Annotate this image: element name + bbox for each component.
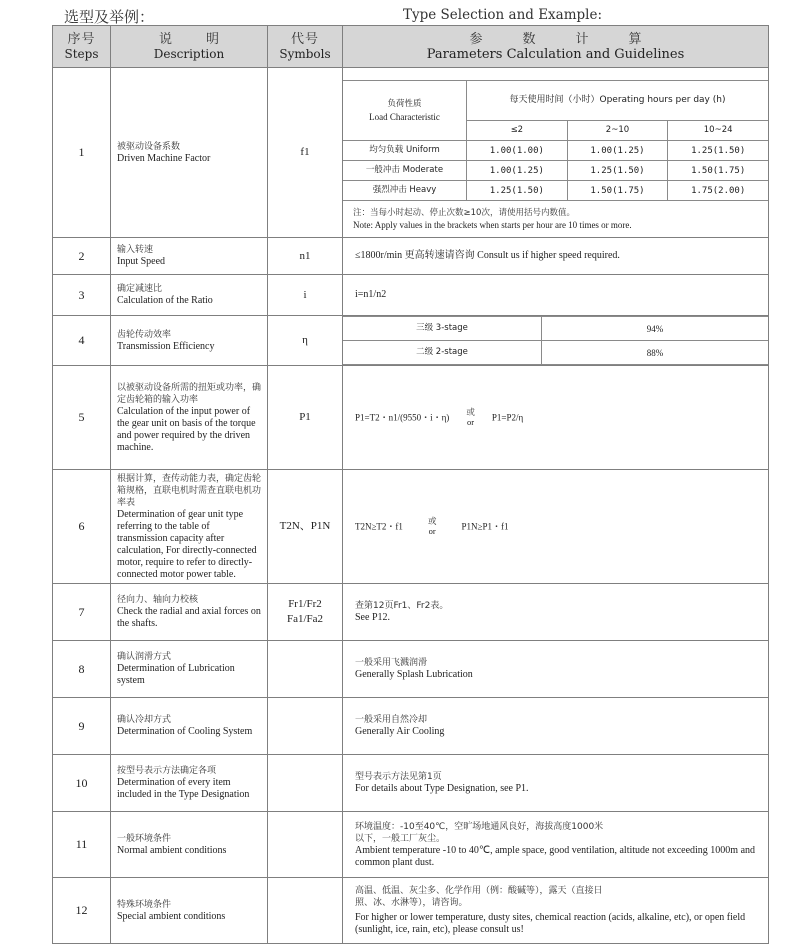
step-number: 2 [53, 238, 111, 275]
or-en: or [467, 416, 475, 427]
col-param-en: Parameters Calculation and Guidelines [426, 46, 685, 62]
desc-cn: 径向力、轴向力校核 [117, 595, 199, 605]
desc-cn: 特殊环境条件 [117, 899, 172, 910]
table-row [53, 68, 769, 238]
hours-header: 每天使用时间（小时）Operating hours per day (h) [467, 81, 769, 121]
description-cell [111, 366, 268, 470]
note-cn: 注：当每小时起动、停止次数≥10次，请使用括号内数值。 [353, 208, 575, 218]
symbol-cell: T2N、P1N [268, 470, 343, 584]
symbol-cell [268, 584, 343, 641]
col-description [111, 26, 268, 68]
or-en: or [428, 525, 436, 536]
param-en: Generally Splash Lubrication [355, 669, 473, 680]
desc-cn: 确认冷却方式 [117, 715, 172, 725]
parameter-cell [343, 366, 769, 470]
parameter-cell [343, 584, 769, 641]
description-cell [111, 470, 268, 584]
load-label: 均匀负载 Uniform [343, 141, 467, 161]
param-en: Ambient temperature -10 to 40℃, ample space, good ventilation, altitude not exceeding 1000m and common plant dust. [355, 844, 756, 868]
factor-value: 1.75(2.00) [668, 181, 769, 201]
col-desc-cn: 说明 [158, 31, 253, 47]
desc-cn: 一般环境条件 [117, 833, 172, 844]
table-row [53, 316, 769, 366]
desc-cn: 被驱动设备系数 [117, 141, 181, 152]
step-number: 3 [53, 275, 111, 316]
description-cell [111, 68, 268, 238]
load-label: 强烈冲击 Heavy [343, 181, 467, 201]
load-en: Load Characteristic [369, 111, 440, 122]
efficiency-cell [343, 316, 769, 366]
stage-label: 二级 2-stage [343, 341, 542, 365]
col-symbols [268, 26, 343, 68]
parameter-cell [343, 878, 769, 944]
param-cn: 一般采用自然冷却 [355, 715, 428, 725]
note-en: Note: Apply values in the brackets when starts per hour are 10 times or more. [353, 220, 632, 230]
param-text: i=n1/n2 [355, 289, 387, 300]
header-row [53, 26, 769, 68]
step-number: 9 [53, 698, 111, 755]
factor-table [342, 80, 769, 201]
step-number: 10 [53, 755, 111, 812]
title-chinese: 选型及举例： [64, 8, 155, 26]
col-desc-en: Description [153, 46, 225, 61]
parameter-cell [343, 275, 769, 316]
or-separator [428, 518, 437, 536]
col-steps-en: Steps [64, 46, 99, 61]
factor-value: 1.00(1.25) [567, 141, 668, 161]
desc-cn: 确定减速比 [117, 284, 163, 294]
parameter-cell [343, 470, 769, 584]
step-number: 11 [53, 812, 111, 878]
desc-en: Input Speed [117, 256, 166, 267]
stage-efficiency: 88% [542, 341, 769, 365]
parameter-cell [343, 755, 769, 812]
param-cn: 型号表示方法见第1页 [355, 772, 442, 782]
parameter-cell [343, 238, 769, 275]
param-en: For higher or lower temperature, dusty sites, chemical reaction (acids, alkaline, etc), or open field (sunlight, ice, rain, etc), please consult us! [355, 912, 746, 935]
stage-efficiency: 94% [542, 317, 769, 341]
step-number: 8 [53, 641, 111, 698]
desc-en: Special ambient conditions [117, 910, 226, 922]
desc-cn: 确认润滑方式 [117, 652, 172, 662]
factor-value: 1.25(1.50) [668, 141, 769, 161]
param-cn: 环境温度：-10至40℃，空旷场地通风良好，海拔高度1000米以下，一般工厂灰尘。 [355, 821, 604, 844]
table-row [53, 584, 769, 641]
step-number: 7 [53, 584, 111, 641]
desc-cn: 齿轮传动效率 [117, 329, 172, 340]
table-row [53, 698, 769, 755]
symbol-cell [268, 878, 343, 944]
table-row [53, 366, 769, 470]
description-cell [111, 275, 268, 316]
parameter-cell [343, 812, 769, 878]
factor-value: 1.50(1.75) [668, 161, 769, 181]
table-row [53, 238, 769, 275]
param-cn: 查第12页Fr1、Fr2表。 [355, 601, 449, 611]
stage-label: 三级 3-stage [343, 317, 542, 341]
formula-power-check: P1N≥P1・f1 [461, 521, 509, 531]
param-cn: 高温、低温、灰尘多、化学作用（例：酸碱等），露天（直接日照、冰、水淋等），请咨询。 [355, 886, 603, 908]
factor-value: 1.25(1.50) [467, 181, 568, 201]
description-cell [111, 812, 268, 878]
parameter-cell [343, 698, 769, 755]
desc-en: Determination of Lubrication system [117, 663, 235, 686]
symbol-radial: Fr1/Fr2 [288, 598, 322, 610]
load-cn: 负荷性质 [387, 98, 422, 109]
efficiency-table [342, 316, 769, 365]
desc-en: Determination of Cooling System [117, 726, 253, 737]
col-steps [53, 26, 111, 68]
desc-en: Normal ambient conditions [117, 844, 227, 856]
factor-value: 1.00(1.25) [467, 161, 568, 181]
desc-cn: 以被驱动设备所需的扭矩或功率，确定齿轮箱的输入功率 [117, 382, 262, 405]
step-number: 12 [53, 878, 111, 944]
load-characteristic-header [343, 81, 467, 141]
title-english: Type Selection and Example: [403, 7, 603, 23]
symbol-axial: Fa1/Fa2 [286, 613, 324, 625]
symbol-cell: n1 [268, 238, 343, 275]
factor-value: 1.50(1.75) [567, 181, 668, 201]
factor-value: 1.25(1.50) [567, 161, 668, 181]
description-cell [111, 755, 268, 812]
param-en: For details about Type Designation, see P1. [355, 783, 529, 794]
step-number: 6 [53, 470, 111, 584]
formula-input-power: P1=T2・n1/(9550・i・η) [355, 412, 450, 422]
symbol-cell: f1 [268, 68, 343, 238]
table-row [53, 470, 769, 584]
param-en: See P12. [355, 612, 390, 623]
formula-torque-check: T2N≥T2・f1 [355, 521, 403, 531]
formula-input-power-alt: P1=P2/η [491, 412, 524, 422]
parameter-cell [343, 641, 769, 698]
table-row [53, 275, 769, 316]
desc-en: Driven Machine Factor [117, 152, 211, 164]
col-sym-en: Symbols [279, 46, 331, 61]
desc-en: Calculation of the input power of the gear unit on basis of the torque and power required by the driven machine. [117, 405, 256, 453]
factor-value: 1.00(1.00) [467, 141, 568, 161]
param-cn: 一般采用飞溅润滑 [355, 658, 428, 668]
param-text: ≤1800r/min 更高转速请咨询 Consult us if higher speed required. [355, 250, 620, 261]
or-cn: 或 [466, 407, 475, 418]
symbol-cell: η [268, 316, 343, 366]
desc-en: Determination of gear unit type referring to the table of transmission capacity after calculation, For directly-connected motor, require to refer to directly-connected motor power table. [117, 508, 257, 580]
col-sym-cn: 代号 [290, 31, 319, 47]
step-number: 4 [53, 316, 111, 366]
description-cell [111, 878, 268, 944]
factor-cell [343, 68, 769, 238]
selection-table [52, 25, 769, 944]
table-row [53, 812, 769, 878]
desc-en: Check the radial and axial forces on the shafts. [117, 606, 261, 629]
col-parameters [343, 26, 769, 68]
desc-en: Transmission Efficiency [117, 340, 215, 352]
description-cell [111, 641, 268, 698]
hour-col: 10~24 [668, 121, 769, 141]
symbol-cell [268, 812, 343, 878]
hour-col: ≤2 [467, 121, 568, 141]
desc-cn: 根据计算，查传动能力表，确定齿轮箱规格，直联电机时需查直联电机功率表 [117, 473, 262, 508]
table-row [53, 755, 769, 812]
description-cell [111, 238, 268, 275]
col-param-cn: 参数计算 [469, 31, 682, 47]
desc-en: Determination of every item included in the Type Designation [117, 777, 250, 800]
symbol-cell [268, 641, 343, 698]
symbol-cell [268, 698, 343, 755]
symbol-cell: i [268, 275, 343, 316]
desc-cn: 按型号表示方法确定各项 [117, 766, 217, 776]
param-en: Generally Air Cooling [355, 726, 445, 737]
or-cn: 或 [427, 516, 437, 527]
description-cell [111, 316, 268, 366]
description-cell [111, 698, 268, 755]
desc-cn: 输入转速 [117, 245, 154, 255]
or-separator [466, 409, 475, 427]
table-row [53, 641, 769, 698]
hour-col: 2~10 [567, 121, 668, 141]
step-number: 5 [53, 366, 111, 470]
load-label: 一般冲击 Moderate [343, 161, 467, 181]
col-steps-cn: 序号 [67, 31, 96, 47]
desc-en: Calculation of the Ratio [117, 295, 213, 306]
symbol-cell: P1 [268, 366, 343, 470]
table-row [53, 878, 769, 944]
step-number: 1 [53, 68, 111, 238]
description-cell [111, 584, 268, 641]
symbol-cell [268, 755, 343, 812]
